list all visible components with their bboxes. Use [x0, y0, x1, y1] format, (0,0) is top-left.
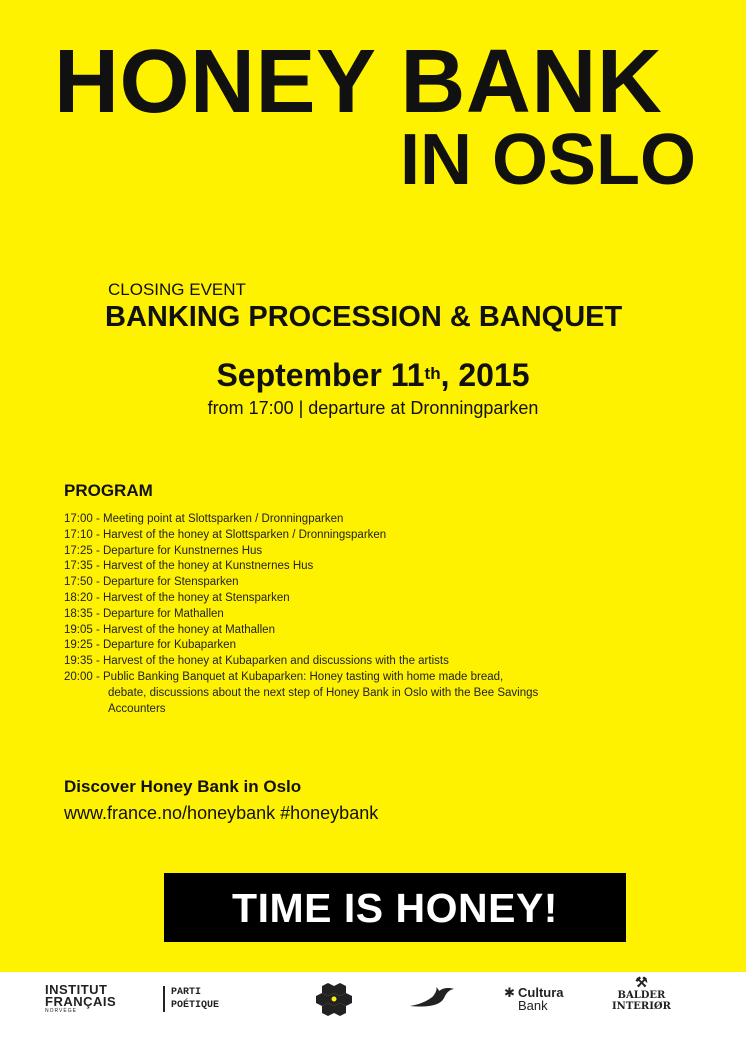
slogan-text: TIME IS HONEY! [232, 884, 558, 931]
institut-francais-line3: NORVÈGE [45, 1008, 77, 1014]
parti-poetique-line1: PARTI [171, 987, 202, 998]
event-label: CLOSING EVENT [108, 280, 246, 299]
balder-interior-logo [612, 976, 671, 1012]
program-item: 19:35 - Harvest of the honey at Kubaparken and discussions with the artists [64, 655, 449, 668]
program-item: 18:20 - Harvest of the honey at Stensparken [64, 591, 290, 604]
parti-poetique-line2: POÉTIQUE [171, 1000, 220, 1011]
event-name: BANKING PROCESSION & BANQUET [105, 301, 623, 333]
crossed-tools-icon: ⚒ [635, 975, 648, 991]
sponsor-logos [0, 972, 746, 1045]
program-item: 17:00 - Meeting point at Slottsparken / Dronningparken [64, 513, 344, 525]
program-item: 19:25 - Departure for Kubaparken [64, 639, 236, 652]
program-heading: PROGRAM [64, 481, 153, 500]
discover-links: www.france.no/honeybank #honeybank [64, 803, 379, 823]
parti-poetique-logo [163, 986, 219, 1012]
balder-interior-line1: BALDER [617, 990, 666, 1001]
program-item: 17:10 - Harvest of the honey at Slottsparken / Dronningsparken [64, 528, 387, 541]
honeycomb-icon [316, 982, 352, 1021]
program-item-banquet-rest: debate, discussions about the next step of Honey Bank in Oslo with the Bee Savings Accounters [108, 686, 539, 715]
event-date-main: September 11 [216, 357, 425, 393]
bird-logo-icon [408, 986, 460, 1017]
program-list [64, 512, 584, 717]
program-item: 17:35 - Harvest of the honey at Kunstnernes Hus [64, 560, 314, 573]
star-icon: ✱ [504, 985, 515, 1000]
cultura-bank-line1: Cultura [518, 985, 564, 1000]
slogan-banner [164, 873, 626, 942]
institut-francais-line1: INSTITUT [45, 982, 108, 997]
title-line-2: IN OSLO [399, 120, 696, 200]
event-date-year: , 2015 [440, 357, 530, 393]
event-date [0, 355, 746, 395]
event-time-place: from 17:00 | departure at Dronningparken [207, 398, 539, 418]
program-item-banquet [64, 670, 584, 717]
institut-francais-line2: FRANÇAIS [45, 994, 117, 1009]
program-item: 17:50 - Departure for Stensparken [64, 576, 239, 589]
program-item: 17:25 - Departure for Kunstnernes Hus [64, 544, 263, 557]
program-item-banquet-first: 20:00 - Public Banking Banquet at Kubaparken: Honey tasting with home made bread, [64, 670, 504, 683]
balder-interior-line2: INTERIØR [612, 1001, 671, 1012]
discover-heading: Discover Honey Bank in Oslo [64, 777, 302, 796]
program-item: 18:35 - Departure for Mathallen [64, 607, 224, 620]
title-line-1: HONEY BANK [54, 32, 663, 132]
cultura-bank-line2: Bank [518, 998, 548, 1013]
event-date-suffix: th [424, 364, 441, 383]
institut-francais-logo [45, 984, 116, 1015]
program-item: 19:05 - Harvest of the honey at Mathallen [64, 623, 275, 636]
cultura-bank-logo [504, 986, 564, 1012]
